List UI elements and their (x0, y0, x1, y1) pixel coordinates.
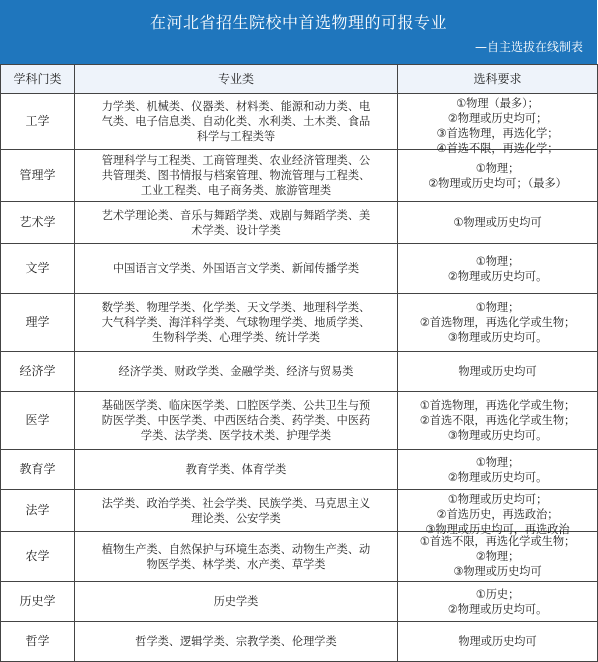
majors-cell (75, 244, 398, 294)
table-row (1, 202, 598, 244)
requirements-cell (398, 352, 598, 392)
requirement-line: ③首选物理，再选化学； (436, 126, 559, 140)
category-cell: 教育学 (1, 450, 75, 490)
table-row (1, 244, 598, 294)
requirement-line: ②物理； (475, 550, 520, 563)
majors-line: 大气科学类、海洋科学类、气球物理学类、地质学类、 (101, 316, 371, 329)
requirement-line: ③物理或历史均可。 (447, 429, 548, 442)
requirement-line: ①首选不限，再选化学或生物； (419, 535, 576, 548)
requirements-cell (398, 244, 598, 294)
table-row (1, 352, 598, 392)
requirements-cell (398, 294, 598, 352)
requirement-line: ②首选物理，再选化学或生物； (419, 316, 576, 329)
requirements-cell (398, 582, 598, 622)
requirement-line: ③物理或历史均可。 (447, 331, 548, 344)
majors-line: 术学类、设计学类 (191, 223, 281, 237)
majors-cell (75, 392, 398, 450)
majors-line: 科学与工程类等 (196, 130, 276, 143)
majors-line: 基础医学类、临床医学类、口腔医学类、公共卫生与预 (101, 399, 371, 412)
table-row (1, 294, 598, 352)
majors-line: 学类、法学类、医学技术类、护理学类 (140, 429, 332, 442)
table-row (1, 94, 598, 150)
table-row (1, 582, 598, 622)
majors-cell (75, 94, 398, 150)
majors-cell (75, 582, 398, 622)
requirements-cell (398, 202, 598, 244)
requirements-cell (398, 94, 598, 155)
table-row (1, 532, 598, 582)
majors-line: 力学类、机械类、仪器类、材料类、能源和动力类、电 (101, 100, 371, 113)
majors-line: 工业工程类、电子商务类、旅游管理类 (140, 184, 332, 197)
requirement-line: ①物理或历史均可 (453, 216, 542, 229)
table-row (1, 150, 598, 202)
requirement-line: ①首选物理，再选化学或生物； (419, 399, 576, 412)
category-cell: 农学 (1, 532, 75, 582)
majors-line: 共管理类、图书情报与档案管理、物流管理与工程类、 (101, 169, 371, 182)
majors-line: 防医学类、中医学类、中西医结合类、药学类、中医药 (101, 414, 371, 427)
requirement-line: ①物理； (475, 254, 520, 268)
majors-line: 物医学类、林学类、水产类、草学类 (146, 557, 326, 571)
category-cell: 哲学 (1, 622, 75, 662)
category-cell: 管理学 (1, 150, 75, 202)
column-header-requirements: 选科要求 (398, 65, 598, 94)
requirement-line: ③物理或历史均可，再选政治 (425, 522, 570, 536)
majors-line: 气类、电子信息类、自动化类、水利类、土木类、食品 (101, 115, 371, 128)
requirement-line: ①物理（最多）； (456, 96, 539, 110)
category-cell: 历史学 (1, 582, 75, 622)
requirements-cell (398, 450, 598, 490)
majors-line: 植物生产类、自然保护与环境生态类、动物生产类、动 (101, 542, 371, 556)
table-row (1, 622, 598, 662)
requirement-line: ②物理或历史均可；（最多） (428, 176, 567, 190)
requirement-line: ②物理或历史均可。 (447, 269, 548, 283)
requirement-line: 物理或历史均可 (458, 365, 537, 378)
requirement-line: ①物理； (475, 161, 520, 175)
majors-line: 管理科学与工程类、工商管理类、农业经济管理类、公 (101, 154, 371, 167)
majors-line: 历史学类 (213, 595, 259, 608)
table-row (1, 392, 598, 450)
majors-cell (75, 532, 398, 582)
majors-line: 经济学类、财政学类、金融学类、经济与贸易类 (118, 365, 354, 378)
requirements-cell (398, 392, 598, 450)
category-cell: 法学 (1, 490, 75, 532)
requirement-line: ②首选不限，再选化学或生物； (419, 414, 576, 427)
majors-cell (75, 490, 398, 532)
requirement-line: ①历史； (475, 587, 520, 601)
majors-line: 数学类、物理学类、化学类、天文学类、地理科学类、 (101, 301, 371, 314)
page-subtitle: —自主选拔在线制表 (474, 40, 583, 54)
requirement-line: ②物理或历史均可。 (447, 470, 548, 484)
majors-line: 艺术学理论类、音乐与舞蹈学类、戏剧与舞蹈学类、美 (101, 208, 371, 222)
majors-cell (75, 202, 398, 244)
column-header-category: 学科门类 (1, 65, 75, 94)
category-cell: 文学 (1, 244, 75, 294)
requirement-line: ①物理； (475, 301, 520, 314)
majors-cell (75, 622, 398, 662)
majors-line: 教育学类、体育学类 (185, 463, 287, 476)
page-title: 在河北省招生院校中首选物理的可报专业 (149, 13, 447, 32)
majors-cell (75, 150, 398, 202)
majors-line: 中国语言文学类、外国语言文学类、新闻传播学类 (112, 262, 360, 275)
requirement-line: ③物理或历史均可 (453, 565, 542, 578)
majors-line: 法学类、政治学类、社会学类、民族学类、马克思主义 (101, 496, 371, 510)
requirement-line: ①物理； (475, 455, 520, 469)
majors-line: 理论类、公安学类 (191, 511, 281, 525)
requirement-line: ②首选历史，再选政治； (436, 507, 559, 521)
majors-cell (75, 450, 398, 490)
table-row (1, 450, 598, 490)
category-cell: 医学 (1, 392, 75, 450)
requirement-line: ②物理或历史均可。 (447, 602, 548, 616)
requirement-line: ④首选不限，再选化学； (436, 141, 559, 155)
requirement-line: ②物理或历史均可； (447, 111, 548, 125)
column-header-majors: 专业类 (75, 65, 398, 94)
majors-line: 生物科学类、心理学类、统计学类 (152, 331, 320, 344)
category-cell: 工学 (1, 94, 75, 150)
majors-cell (75, 352, 398, 392)
requirements-cell (398, 150, 598, 202)
requirements-cell (398, 622, 598, 662)
requirement-line: ①物理或历史均可； (447, 492, 548, 506)
header-banner (0, 0, 597, 64)
requirements-cell (398, 490, 598, 536)
table-row (1, 490, 598, 532)
category-cell: 理学 (1, 294, 75, 352)
major-table (0, 64, 598, 662)
category-cell: 经济学 (1, 352, 75, 392)
requirements-cell (398, 532, 598, 582)
category-cell: 艺术学 (1, 202, 75, 244)
majors-cell (75, 294, 398, 352)
majors-line: 哲学类、逻辑学类、宗教学类、伦理学类 (135, 635, 337, 648)
table-header-row (1, 65, 598, 94)
requirement-line: 物理或历史均可 (458, 635, 537, 648)
